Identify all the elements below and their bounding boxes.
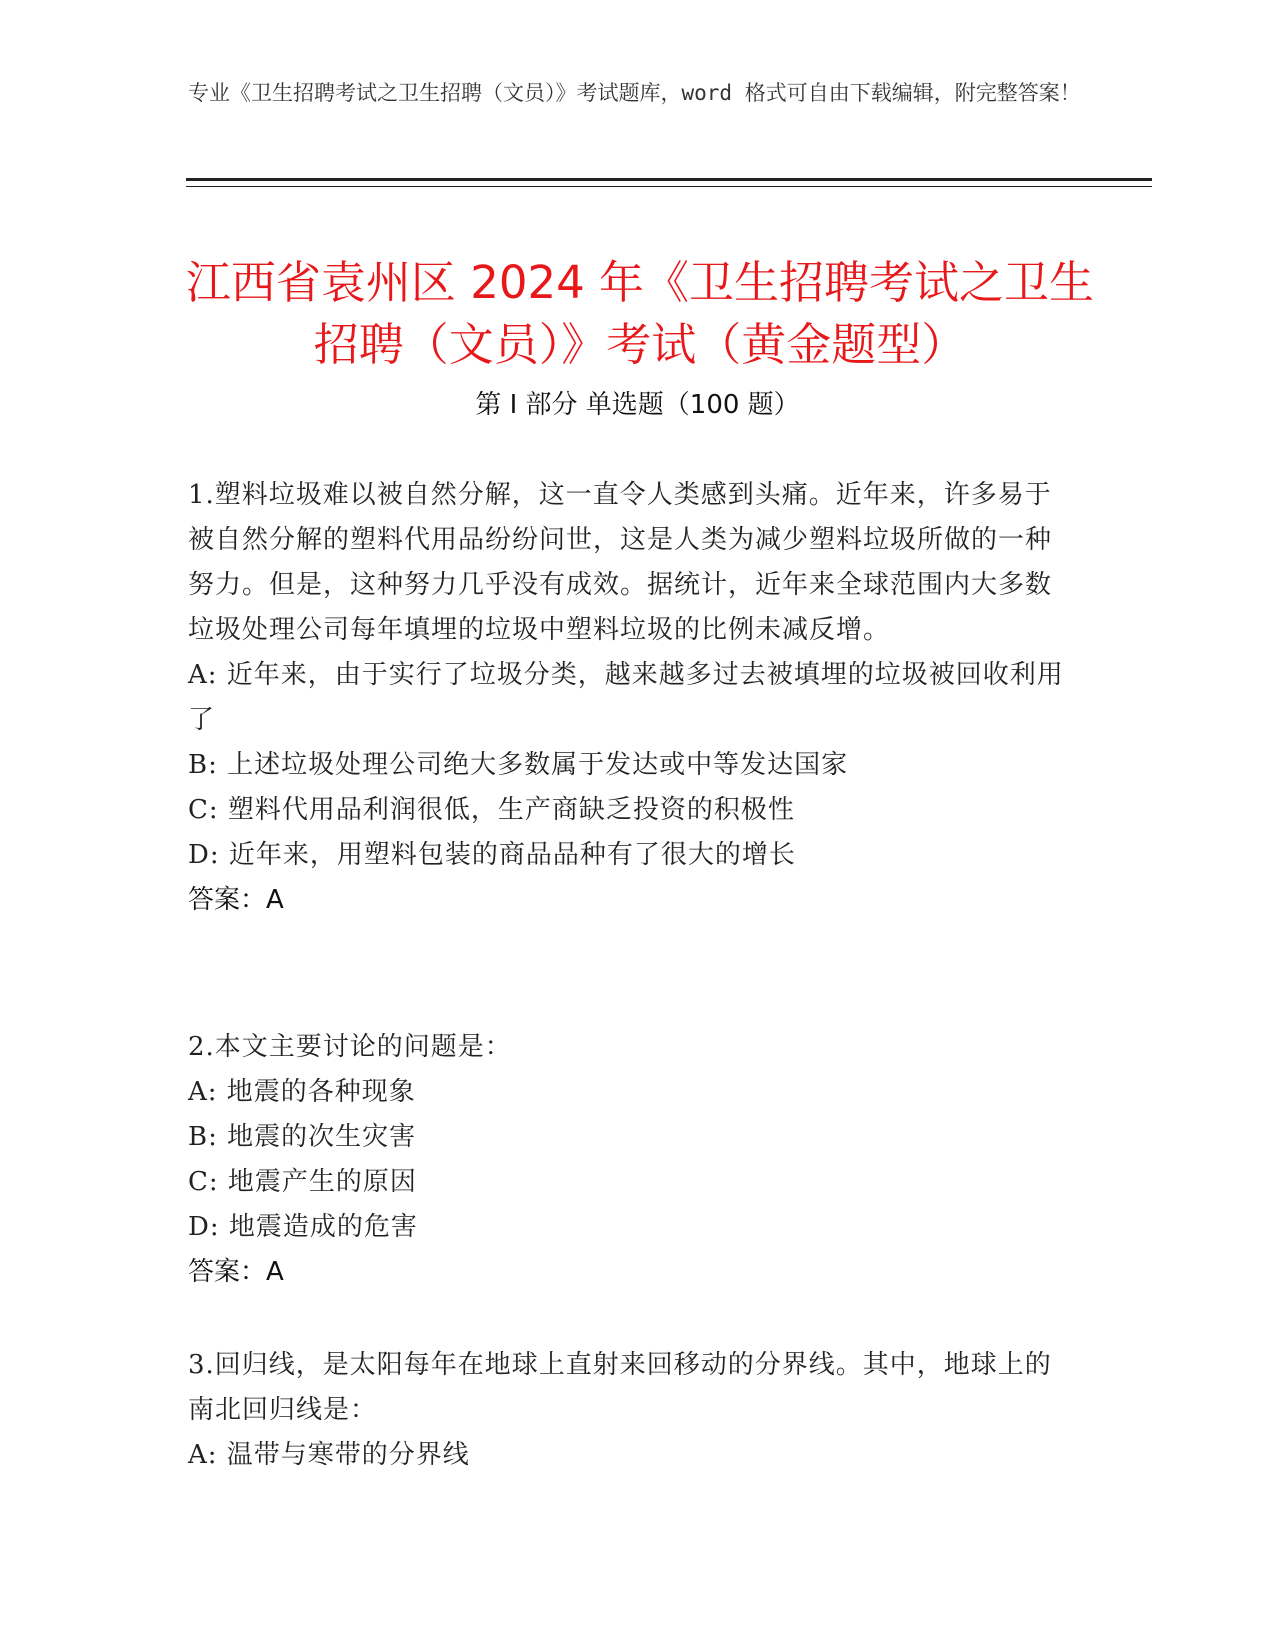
option-d: D: 地震造成的危害	[188, 1212, 418, 1242]
question-stem: 3.回归线，是太阳每年在地球上直射来回移动的分界线。其中，地球上的南北回归线是：	[188, 1350, 1052, 1425]
header-rule-thin	[186, 186, 1152, 187]
answer: 答案：A	[188, 885, 284, 915]
option-c: C: 塑料代用品利润很低，生产商缺乏投资的积极性	[188, 795, 795, 825]
option-a: A: 地震的各种现象	[188, 1077, 416, 1107]
option-b: B: 上述垃圾处理公司绝大多数属于发达或中等发达国家	[188, 750, 849, 780]
option-a: A: 温带与寒带的分界线	[188, 1440, 470, 1470]
option-d: D: 近年来，用塑料包装的商品品种有了很大的增长	[188, 840, 796, 870]
option-b: B: 地震的次生灾害	[188, 1122, 417, 1152]
title-line-2: 招聘（文员）》考试（黄金题型）	[313, 318, 967, 372]
option-a: A: 近年来，由于实行了垃圾分类，越来越多过去被填埋的垃圾被回收利用了	[188, 660, 1064, 735]
document-title	[160, 252, 1120, 376]
section-title: 第 I 部分 单选题（100 题）	[475, 390, 800, 420]
header-note: 专业《卫生招聘考试之卫生招聘（文员）》考试题库，word 格式可自由下载编辑，附完整答案！	[188, 81, 1081, 105]
option-c: C: 地震产生的原因	[188, 1167, 417, 1197]
question-stem: 1.塑料垃圾难以被自然分解，这一直令人类感到头痛。近年来，许多易于被自然分解的塑料代用品纷纷问世，这是人类为减少塑料垃圾所做的一种努力。但是，这种努力几乎没有成效。据统计，近年来全球范围内大多数垃圾处理公司每年填埋的垃圾中塑料垃圾的比例未减反增。	[188, 480, 1053, 645]
question-2	[188, 1025, 1068, 1295]
question-3	[188, 1343, 1068, 1478]
answer: 答案：A	[188, 1257, 284, 1287]
header-rule-thick	[186, 178, 1152, 181]
question-1	[188, 473, 1068, 923]
title-line-1: 江西省袁州区 2024 年《卫生招聘考试之卫生	[185, 256, 1095, 310]
question-stem: 2.本文主要讨论的问题是：	[188, 1032, 512, 1062]
